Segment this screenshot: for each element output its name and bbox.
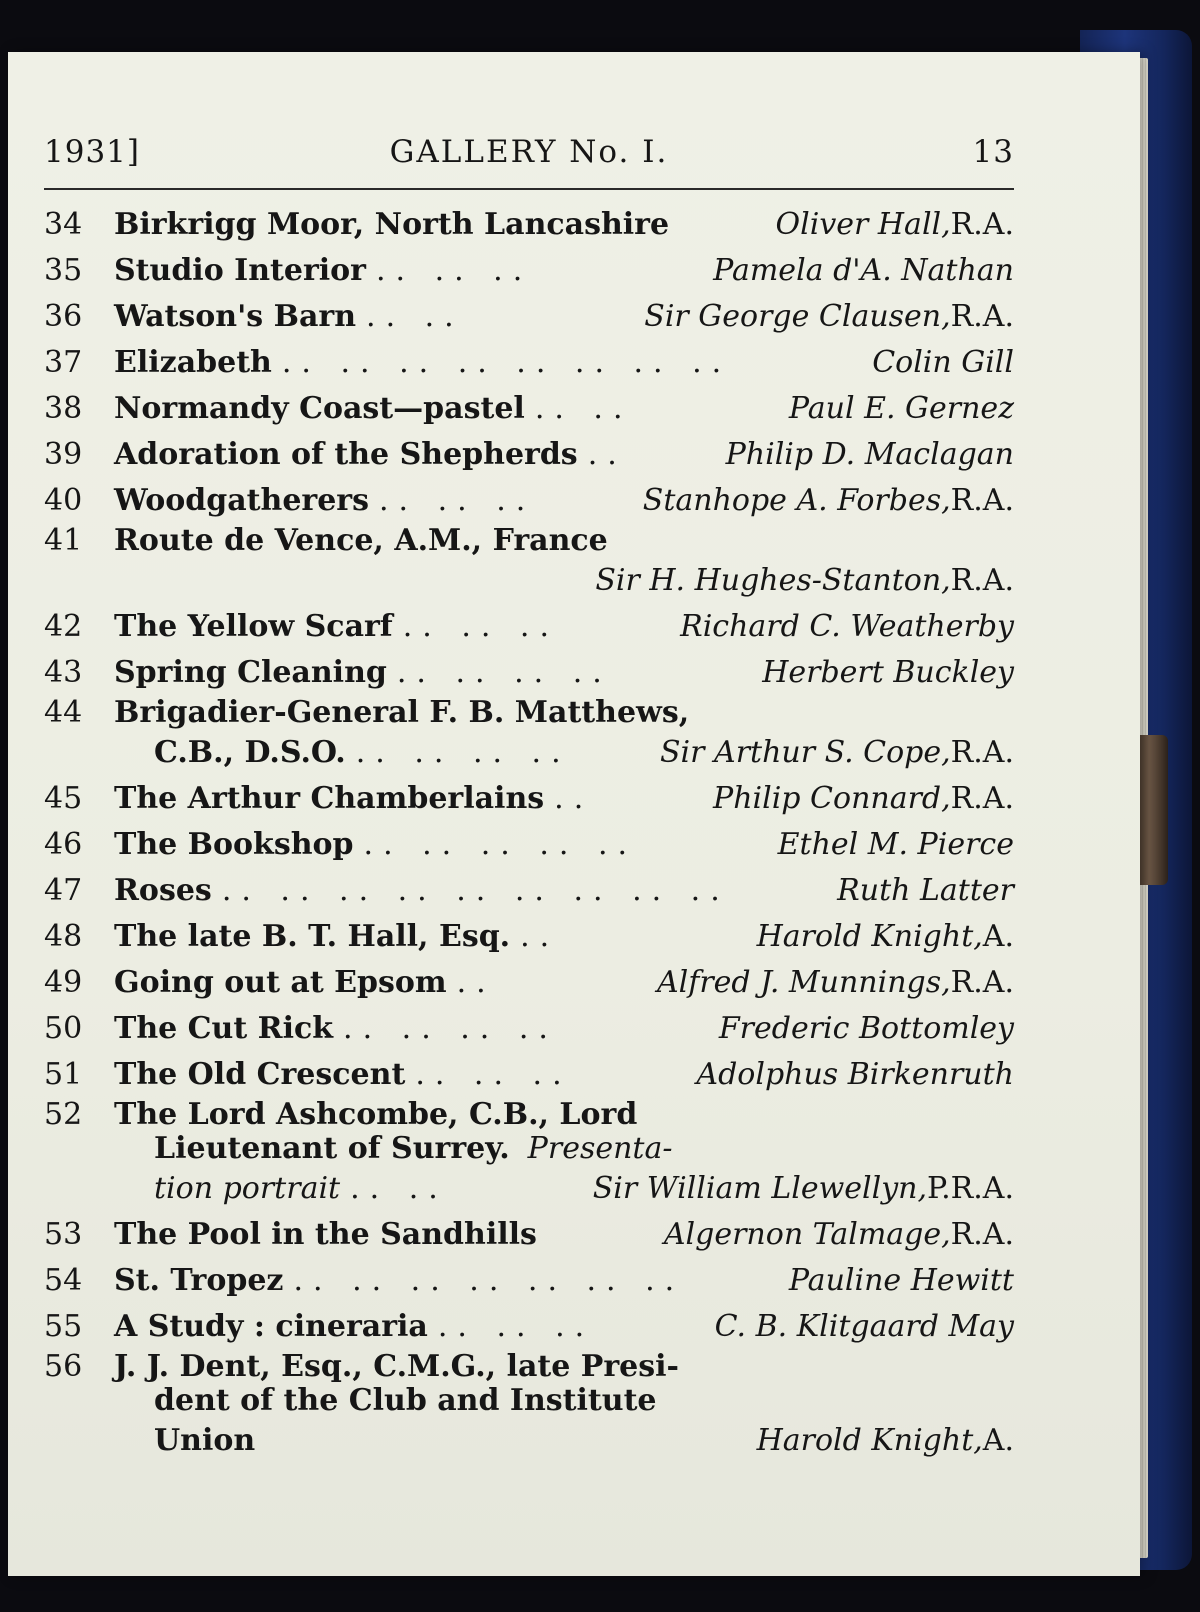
entry-description-continued: tion portrait <box>154 1171 341 1206</box>
entry-artist: Adolphus Birkenruth <box>696 1057 1014 1092</box>
entry-honour: R.A. <box>950 1217 1014 1252</box>
catalogue-page <box>8 52 1140 1576</box>
entry-title-continued: C.B., D.S.O. <box>154 735 346 770</box>
entry-title: A Study : cineraria <box>114 1309 428 1344</box>
entry-title: Brigadier-General F. B. Matthews, <box>114 695 690 730</box>
entry-artist: Pamela d'A. Nathan <box>713 253 1014 288</box>
entry-artist: Pauline Hewitt <box>788 1263 1014 1298</box>
entry-title: Studio Interior <box>114 253 366 288</box>
entry-title-continued: Union <box>154 1423 256 1458</box>
catalogue-entry <box>44 340 1014 386</box>
entry-title-continued: Lieutenant of Surrey. <box>154 1131 510 1166</box>
entry-artist: Sir George Clausen, <box>644 299 951 334</box>
entry-number: 49 <box>44 965 83 1000</box>
entry-number: 51 <box>44 1057 83 1092</box>
entry-number: 46 <box>44 827 83 862</box>
entry-title: Watson's Barn <box>114 299 357 334</box>
entry-artist: Sir Arthur S. Cope, <box>660 735 951 770</box>
entry-title: Adoration of the Shepherds <box>114 437 578 472</box>
leader-dots: .. .. .. <box>402 609 560 644</box>
leader-dots: .. <box>456 965 496 1000</box>
entry-artist: Alfred J. Munnings, <box>656 965 951 1000</box>
entry-title: The Lord Ashcombe, C.B., Lord <box>114 1097 638 1132</box>
catalogue-entry <box>44 1006 1014 1052</box>
catalogue-entry <box>44 1098 1014 1212</box>
entry-title: Spring Cleaning <box>114 655 387 690</box>
entry-title: Route de Vence, A.M., France <box>114 523 608 558</box>
catalogue-entry <box>44 202 1014 248</box>
entry-title: Going out at Epsom <box>114 965 447 1000</box>
entry-title: The Arthur Chamberlains <box>114 781 545 816</box>
entry-number: 44 <box>44 695 83 730</box>
entry-title: Birkrigg Moor, North Lancashire <box>114 207 670 242</box>
entry-title: St. Tropez <box>114 1263 284 1298</box>
catalogue-entry <box>44 1052 1014 1098</box>
entry-honour: A. <box>982 919 1014 954</box>
entry-honour: R.A. <box>950 965 1014 1000</box>
catalogue-entry <box>44 294 1014 340</box>
leader-dots: .. .. .. .. .. .. .. .. <box>281 345 732 380</box>
entry-number: 41 <box>44 523 83 558</box>
entry-description: Presenta- <box>527 1131 673 1166</box>
leader-dots: .. .. .. <box>375 253 533 288</box>
leader-dots: .. .. .. .. .. .. .. .. .. <box>221 873 730 908</box>
entry-artist: C. B. Klitgaard May <box>714 1309 1014 1344</box>
entry-list <box>44 202 1014 1464</box>
entry-title: The Yellow Scarf <box>114 609 393 644</box>
leader-dots: .. .. .. .. <box>396 655 612 690</box>
entry-artist: Ruth Latter <box>837 873 1014 908</box>
entry-artist: Ethel M. Pierce <box>777 827 1014 862</box>
entry-title: Normandy Coast—pastel <box>114 391 525 426</box>
catalogue-entry <box>44 1212 1014 1258</box>
entry-number: 45 <box>44 781 83 816</box>
entry-number: 47 <box>44 873 83 908</box>
entry-number: 48 <box>44 919 83 954</box>
leader-dots: .. .. .. <box>437 1309 595 1344</box>
entry-artist: Frederic Bottomley <box>718 1011 1014 1046</box>
entry-number: 37 <box>44 345 83 380</box>
entry-number: 54 <box>44 1263 83 1298</box>
entry-honour: R.A. <box>950 735 1014 770</box>
leader-dots: .. <box>554 781 594 816</box>
entry-number: 36 <box>44 299 83 334</box>
entry-number: 42 <box>44 609 83 644</box>
entry-title: The Cut Rick <box>114 1011 334 1046</box>
catalogue-entry <box>44 696 1014 776</box>
header-title: GALLERY No. I. <box>389 134 669 170</box>
entry-title: Woodgatherers <box>114 483 369 518</box>
entry-honour: R.A. <box>950 781 1014 816</box>
entry-title: The Bookshop <box>114 827 354 862</box>
entry-number: 55 <box>44 1309 83 1344</box>
entry-honour: R.A. <box>950 299 1014 334</box>
entry-honour: A. <box>982 1423 1014 1458</box>
entry-honour: R.A. <box>950 207 1014 242</box>
entry-artist: Colin Gill <box>872 345 1014 380</box>
leader-dots: .. .. .. .. .. .. .. <box>293 1263 685 1298</box>
catalogue-entry <box>44 604 1014 650</box>
catalogue-entry <box>44 1350 1014 1464</box>
entry-artist: Stanhope A. Forbes, <box>642 483 951 518</box>
entry-number: 50 <box>44 1011 83 1046</box>
leader-dots: .. <box>587 437 627 472</box>
entry-number: 43 <box>44 655 83 690</box>
entry-artist: Philip Connard, <box>713 781 951 816</box>
catalogue-entry <box>44 478 1014 524</box>
entry-title: Elizabeth <box>114 345 272 380</box>
entry-number: 34 <box>44 207 83 242</box>
entry-number: 39 <box>44 437 83 472</box>
entry-artist: Harold Knight, <box>756 919 983 954</box>
entry-title: The Pool in the Sandhills <box>114 1217 537 1252</box>
entry-number: 52 <box>44 1097 83 1132</box>
catalogue-entry <box>44 1304 1014 1350</box>
entry-honour: P.R.A. <box>927 1171 1014 1206</box>
entry-title: Roses <box>114 873 212 908</box>
catalogue-entry <box>44 524 1014 604</box>
entry-artist: Richard C. Weatherby <box>680 609 1014 644</box>
leader-dots: .. .. .. <box>379 483 536 518</box>
entry-artist: Herbert Buckley <box>762 655 1014 690</box>
catalogue-entry <box>44 432 1014 478</box>
catalogue-entry <box>44 776 1014 822</box>
entry-artist: Sir H. Hughes-Stanton, <box>595 563 951 598</box>
entry-number: 35 <box>44 253 83 288</box>
entry-artist: Algernon Talmage, <box>663 1217 951 1252</box>
entry-title: J. J. Dent, Esq., C.M.G., late Presi- <box>114 1349 679 1384</box>
leader-dots: .. .. .. .. <box>343 1011 558 1046</box>
header-year: 1931] <box>44 134 140 170</box>
leader-dots: .. .. .. <box>415 1057 572 1092</box>
leader-dots: .. .. .. .. <box>355 735 571 770</box>
entry-artist: Philip D. Maclagan <box>725 437 1014 472</box>
entry-artist: Sir William Llewellyn, <box>592 1171 928 1206</box>
entry-artist: Paul E. Gernez <box>788 391 1014 426</box>
running-header <box>44 134 1014 184</box>
leader-dots: .. .. .. .. .. <box>363 827 638 862</box>
page-number: 13 <box>972 134 1014 170</box>
leader-dots: .. <box>520 919 560 954</box>
catalogue-entry <box>44 248 1014 294</box>
entry-honour: R.A. <box>950 563 1014 598</box>
catalogue-entry <box>44 960 1014 1006</box>
entry-title: The Old Crescent <box>114 1057 406 1092</box>
entry-number: 53 <box>44 1217 83 1252</box>
entry-artist: Harold Knight, <box>756 1423 983 1458</box>
header-rule <box>44 188 1014 190</box>
catalogue-entry <box>44 650 1014 696</box>
catalogue-entry <box>44 1258 1014 1304</box>
catalogue-entry <box>44 914 1014 960</box>
entry-title-continued: dent of the Club and Institute <box>154 1383 657 1418</box>
leader-dots: .. .. <box>366 299 464 334</box>
entry-honour: R.A. <box>950 483 1014 518</box>
entry-title: The late B. T. Hall, Esq. <box>114 919 511 954</box>
catalogue-entry <box>44 386 1014 432</box>
entry-artist: Oliver Hall, <box>775 207 951 242</box>
leader-dots: .. .. <box>534 391 633 426</box>
entry-number: 40 <box>44 483 83 518</box>
entry-number: 38 <box>44 391 83 426</box>
catalogue-entry <box>44 822 1014 868</box>
catalogue-entry <box>44 868 1014 914</box>
entry-number: 56 <box>44 1349 83 1384</box>
leader-dots: .. .. <box>350 1171 448 1206</box>
